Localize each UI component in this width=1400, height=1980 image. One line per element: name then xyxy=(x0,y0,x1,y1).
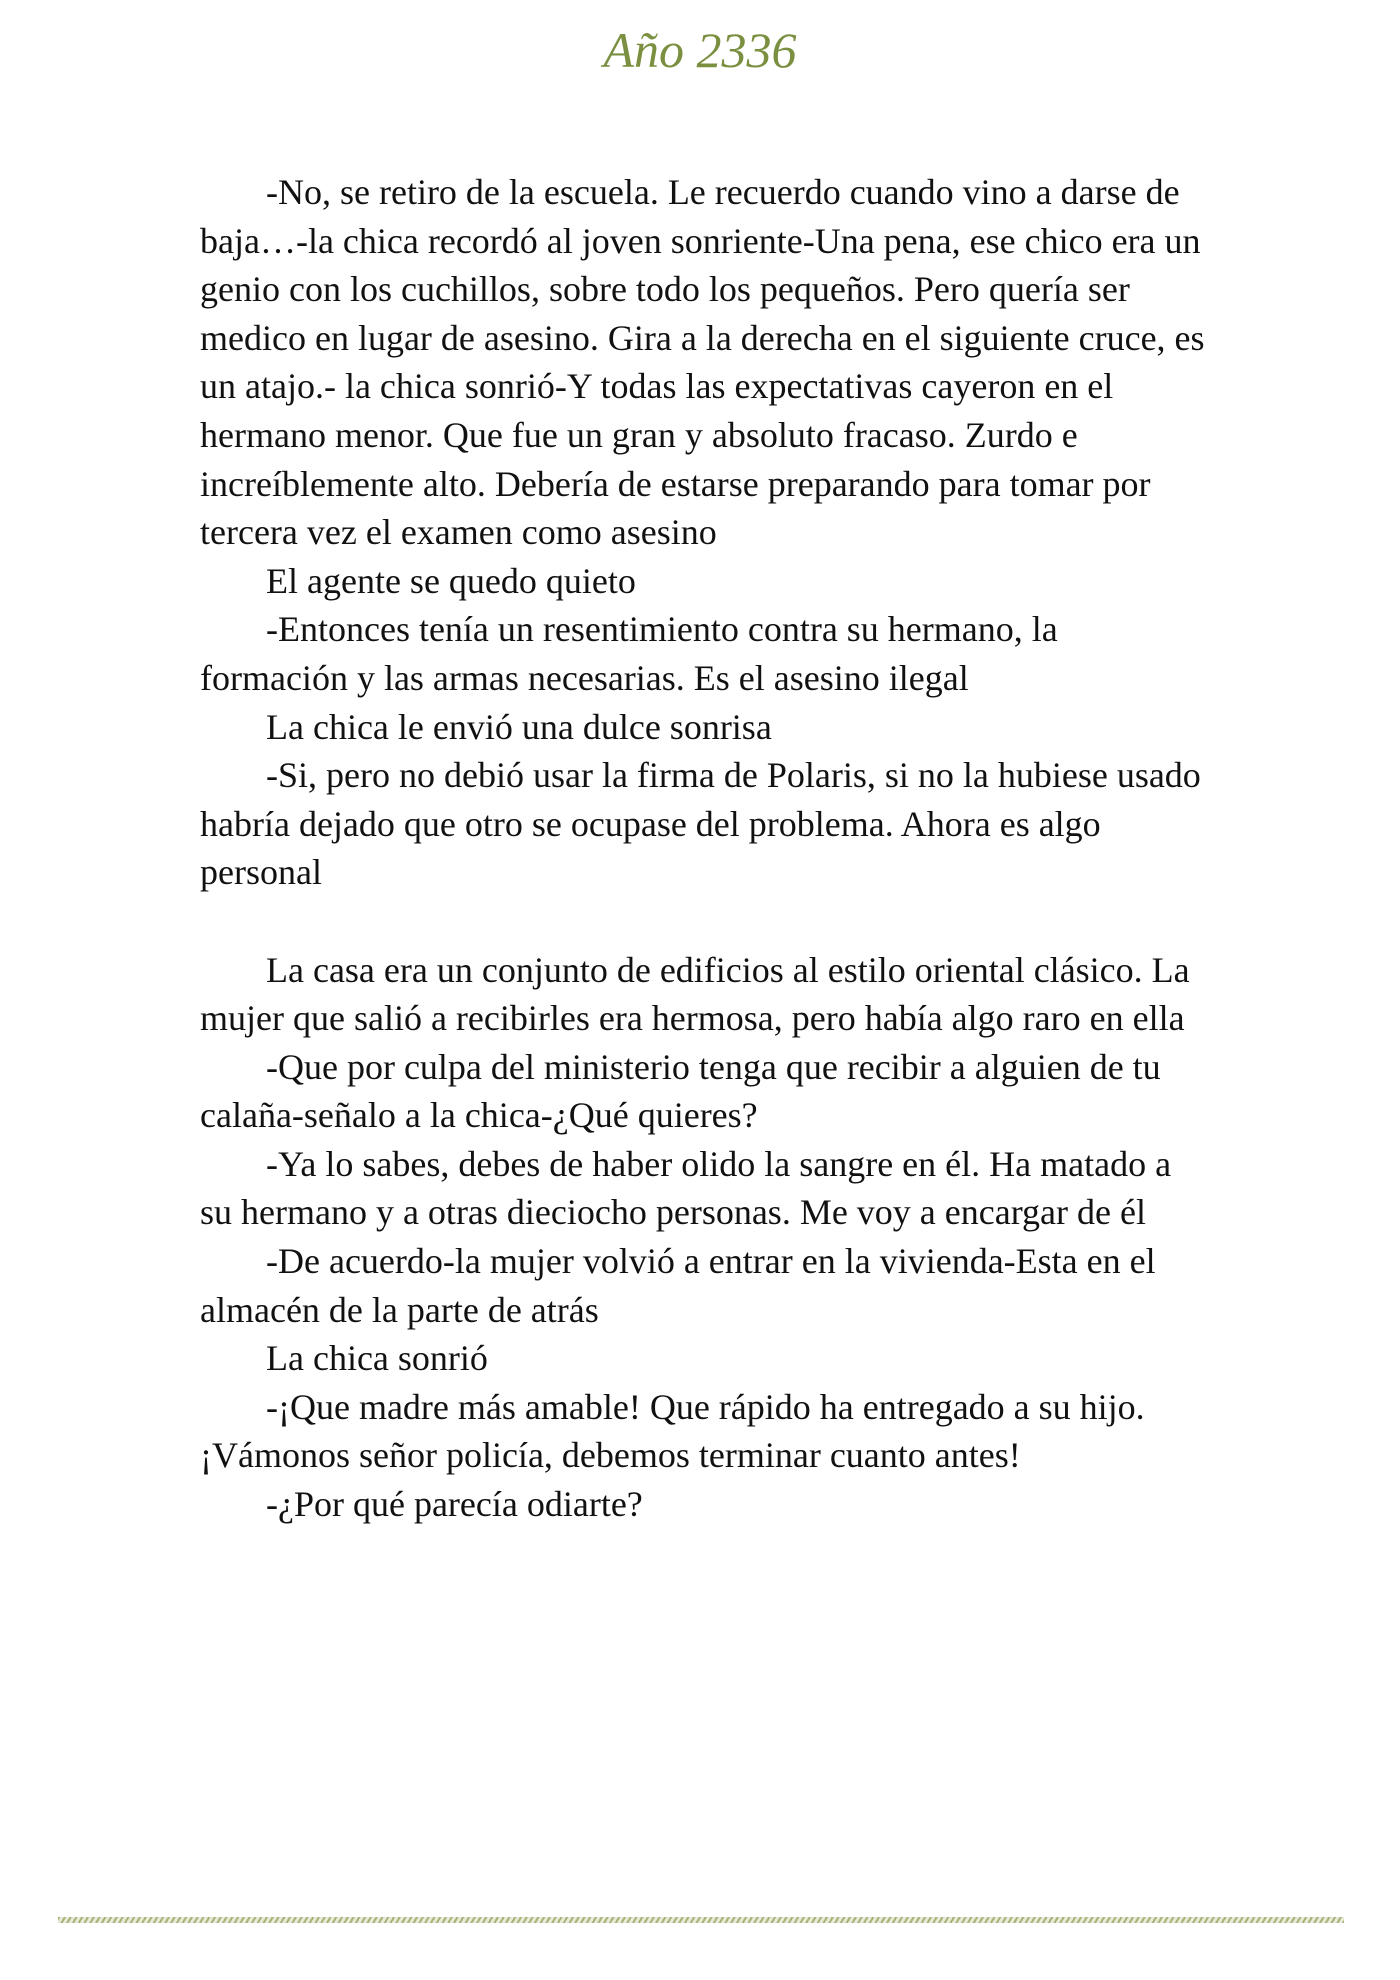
paragraph: -Que por culpa del ministerio tenga que recibir a alguien de tu calaña-señalo a la chica-¿Qué quieres? xyxy=(200,1046,1161,1136)
paragraph: -Ya lo sabes, debes de haber olido la sangre en él. Ha matado a su hermano y a otras dieciocho personas. Me voy a encargar de él xyxy=(200,1143,1172,1233)
paragraph: -Entonces tenía un resentimiento contra su hermano, la formación y las armas necesarias. Es el asesino ilegal xyxy=(200,609,1058,698)
section-break xyxy=(200,897,1210,946)
paragraph: La casa era un conjunto de edificios al estilo oriental clásico. La mujer que salió a recibirles era hermosa, pero había algo raro en ella xyxy=(200,949,1190,1039)
paragraph: -¡Que madre más amable! Que rápido ha entregado a su hijo. ¡Vámonos señor policía, debemos terminar cuanto antes! xyxy=(200,1386,1145,1476)
paragraph: -¿Por qué parecía odiarte? xyxy=(266,1484,643,1525)
paragraph: -De acuerdo-la mujer volvió a entrar en la vivienda-Esta en el almacén de la parte de atrás xyxy=(200,1241,1156,1330)
paragraph: La chica sonrió xyxy=(266,1338,488,1379)
footer-divider xyxy=(58,1917,1344,1923)
document-body xyxy=(200,168,1210,1529)
page-header-title: Año 2336 xyxy=(603,22,797,78)
paragraph: -Si, pero no debió usar la firma de Polaris, si no la hubiese usado habría dejado que otro se ocupase del problema. Ahora es algo personal xyxy=(200,755,1201,893)
paragraph: -No, se retiro de la escuela. Le recuerdo cuando vino a darse de baja…-la chica recordó al joven sonriente-Una pena, ese chico era un genio con los cuchillos, sobre todo los pequeños. Pero quería ser medico en lugar de asesino. Gira a la derecha en el siguiente cruce, es un atajo.- la chica sonrió-Y todas las expectativas cayeron en el hermano menor. Que fue un gran y absoluto fracaso. Zurdo e increíblemente alto. Debería de estarse preparando para tomar por tercera vez el examen como asesino xyxy=(200,172,1205,553)
paragraph: La chica le envió una dulce sonrisa xyxy=(266,706,772,747)
paragraph: El agente se quedo quieto xyxy=(266,560,636,601)
